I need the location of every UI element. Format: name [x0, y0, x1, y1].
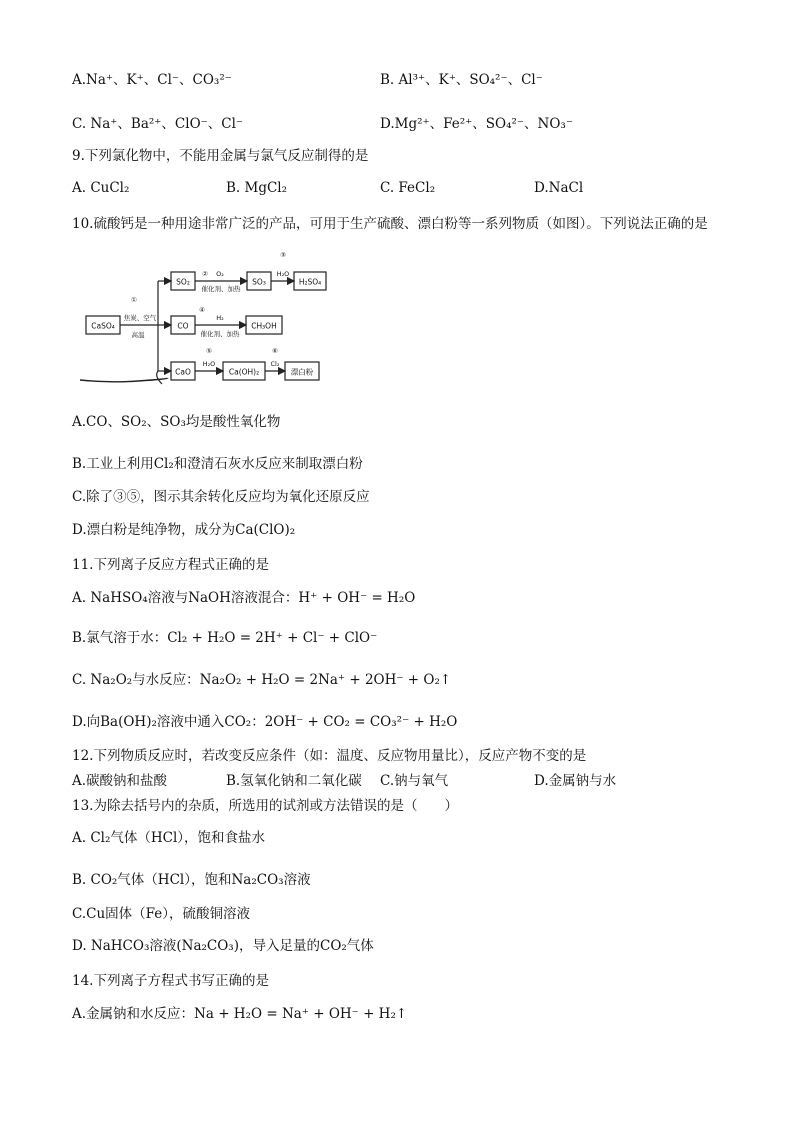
reagent-h2o-top: H₂O [276, 270, 290, 278]
q9-stem: 9.下列氯化物中，不能用金属与氯气反应制得的是 [72, 148, 369, 164]
q12-option-d: D.金属钠与水 [534, 773, 617, 789]
q10-option-b: B.工业上利用Cl₂和澄清石灰水反应来制取漂白粉 [72, 456, 363, 472]
condition-catalyst-heat-2: 催化剂、加热 [200, 330, 240, 338]
q13-stem: 13.为除去括号内的杂质，所选用的试剂或方法错误的是（ ） [72, 798, 458, 814]
q12-option-a: A.碳酸钠和盐酸 [72, 773, 168, 789]
condition-coke-air: 焦炭、空气 [123, 314, 157, 322]
co-label: CO [177, 321, 189, 331]
q9-option-b: B. MgCl₂ [226, 180, 288, 196]
step-4-marker: ④ [199, 306, 205, 314]
q13-option-c: C.Cu固体（Fe），硫酸铜溶液 [72, 906, 251, 922]
q13-option-d: D. NaHCO₃溶液(Na₂CO₃)，导入足量的CO₂气体 [72, 938, 374, 954]
reagent-cl2: Cl₂ [270, 360, 280, 368]
reagent-h2o-bottom: H₂O [202, 360, 216, 368]
q8-option-b: B. Al³⁺、K⁺、SO₄²⁻、Cl⁻ [380, 72, 543, 88]
q10-stem: 10.硫酸钙是一种用途非常广泛的产品，可用于生产硫酸、漂白粉等一系列物质（如图）。下列说法正确的是 [72, 216, 708, 232]
condition-catalyst-heat-1: 催化剂、加热 [201, 285, 241, 293]
cao-label: CaO [175, 367, 191, 377]
q10-option-d: D.漂白粉是纯净物，成分为Ca(ClO)₂ [72, 522, 296, 538]
q14-stem: 14.下列离子方程式书写正确的是 [72, 973, 269, 989]
ch3oh-label: CH₃OH [251, 321, 277, 331]
q11-stem: 11.下列离子反应方程式正确的是 [72, 557, 269, 573]
h2so4-label: H₂SO₄ [298, 277, 322, 287]
q8-option-a: A.Na⁺、K⁺、Cl⁻、CO₃²⁻ [72, 72, 232, 88]
condition-high-temp: 高温 [131, 331, 145, 339]
q10-option-c: C.除了③⑤，图示其余转化反应均为氧化还原反应 [72, 489, 370, 505]
q12-option-b: B.氢氧化钠和二氧化碳 [226, 773, 362, 789]
caso4-label: CaSO₄ [91, 321, 115, 331]
step-2-marker: ② [202, 270, 208, 278]
caoh2-label: Ca(OH)₂ [228, 367, 260, 377]
bleach-label: 漂白粉 [290, 367, 314, 377]
q13-option-b: B. CO₂气体（HCl），饱和Na₂CO₃溶液 [72, 872, 311, 888]
q12-stem: 12.下列物质反应时，若改变反应条件（如：温度、反应物用量比），反应产物不变的是 [72, 748, 587, 764]
q13-option-a: A. Cl₂气体（HCl），饱和食盐水 [72, 830, 266, 846]
step-6-marker: ⑥ [272, 347, 278, 355]
q12-option-c: C.钠与氧气 [380, 773, 449, 789]
q14-option-a: A.金属钠和水反应：Na + H₂O = Na⁺ + OH⁻ + H₂↑ [72, 1006, 408, 1022]
step-3-marker: ③ [280, 251, 286, 259]
q10-option-a: A.CO、SO₂、SO₃均是酸性氧化物 [72, 414, 281, 430]
step-1-marker: ① [131, 296, 137, 304]
q11-option-a: A. NaHSO₄溶液与NaOH溶液混合：H⁺ + OH⁻ = H₂O [72, 590, 416, 606]
q8-option-c: C. Na⁺、Ba²⁺、ClO⁻、Cl⁻ [72, 116, 244, 132]
reagent-o2: O₂ [216, 270, 224, 278]
q11-option-b: B.氯气溶于水：Cl₂ + H₂O = 2H⁺ + Cl⁻ + ClO⁻ [72, 630, 378, 646]
q9-option-a: A. CuCl₂ [72, 180, 130, 196]
reagent-h2: H₂ [216, 314, 224, 322]
calcium-sulfate-flow-diagram [78, 244, 378, 390]
step-5-marker: ⑤ [206, 347, 212, 355]
so3-label: SO₃ [252, 277, 266, 287]
q8-option-d: D.Mg²⁺、Fe²⁺、SO₄²⁻、NO₃⁻ [380, 116, 573, 132]
q11-option-c: C. Na₂O₂与水反应：Na₂O₂ + H₂O = 2Na⁺ + 2OH⁻ + O₂↑ [72, 672, 452, 688]
so2-label: SO₂ [176, 277, 190, 287]
q11-option-d: D.向Ba(OH)₂溶液中通入CO₂：2OH⁻ + CO₂ = CO₃²⁻ + H₂O [72, 714, 458, 730]
q9-option-c: C. FeCl₂ [380, 180, 436, 196]
q9-option-d: D.NaCl [534, 180, 584, 196]
